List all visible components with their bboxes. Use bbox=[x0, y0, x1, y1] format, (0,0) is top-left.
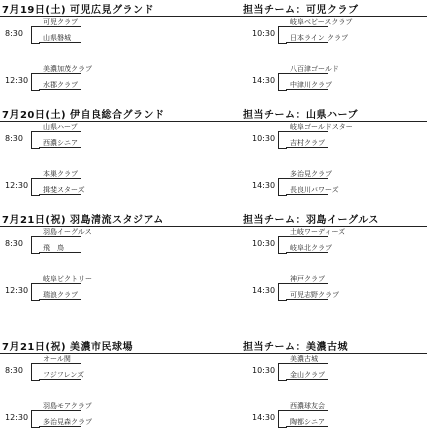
team-top: 可児クラブ bbox=[43, 18, 78, 26]
match-time: 12:30 bbox=[5, 181, 29, 190]
team-top: 八百津ゴールド bbox=[290, 65, 339, 73]
match-time: 10:30 bbox=[252, 366, 276, 375]
match-time: 14:30 bbox=[252, 76, 276, 85]
match-time: 8:30 bbox=[5, 134, 23, 143]
match-time: 14:30 bbox=[252, 413, 276, 422]
team-top: 岐阜ビクトリー bbox=[43, 275, 92, 283]
team-bottom: 可児志野クラブ bbox=[290, 291, 339, 299]
team-bottom: 飛 鳥 bbox=[43, 244, 64, 252]
match-time: 12:30 bbox=[5, 413, 29, 422]
team-bottom: 揖斐スターズ bbox=[43, 186, 85, 194]
team-bottom: 長良川バワーズ bbox=[290, 186, 339, 194]
team-bottom: 陶都シニア bbox=[290, 418, 325, 426]
team-top: 本巣クラブ bbox=[43, 170, 78, 178]
match-time: 8:30 bbox=[5, 366, 23, 375]
team-bottom: 山県磐城 bbox=[43, 34, 71, 42]
responsible-team: 担当チーム：美濃古城 bbox=[243, 342, 348, 353]
match-time: 14:30 bbox=[252, 286, 276, 295]
day-header bbox=[0, 105, 427, 122]
team-top: オール関 bbox=[43, 355, 71, 363]
team-top: 土岐ワーディーズ bbox=[290, 228, 346, 236]
venue-title: 7月21日(祝) 羽島清流スタジアム bbox=[2, 215, 164, 226]
team-top: 多治見クラブ bbox=[290, 170, 332, 178]
match-time: 12:30 bbox=[5, 76, 29, 85]
team-bottom: 日本ライン クラブ bbox=[290, 34, 349, 42]
team-bottom: 多治見森クラブ bbox=[43, 418, 92, 426]
team-bottom: 中津川クラブ bbox=[290, 81, 332, 89]
match-time: 8:30 bbox=[5, 239, 23, 248]
team-bottom: 西濃シニア bbox=[43, 139, 78, 147]
team-top: 西濃球友会 bbox=[290, 402, 325, 410]
team-top: 美濃加茂クラブ bbox=[43, 65, 92, 73]
team-top: 羽島モアクラブ bbox=[43, 402, 92, 410]
responsible-team: 担当チーム：羽島イーグルス bbox=[243, 215, 379, 226]
match-time: 10:30 bbox=[252, 239, 276, 248]
team-bottom: 瑞浪クラブ bbox=[43, 291, 78, 299]
team-bottom: 金山クラブ bbox=[290, 371, 325, 379]
match-time: 8:30 bbox=[5, 29, 23, 38]
venue-title: 7月21日(祝) 美濃市民球場 bbox=[2, 342, 133, 353]
team-top: 羽島イーグルス bbox=[43, 228, 92, 236]
team-top: 美濃古城 bbox=[290, 355, 318, 363]
day-header bbox=[0, 210, 427, 227]
day-header bbox=[0, 337, 427, 354]
team-top: 山県ハーブ bbox=[43, 123, 78, 131]
team-top: 岐阜ゴールドスター bbox=[290, 123, 353, 131]
venue-title: 7月19日(土) 可児広見グランド bbox=[2, 5, 154, 16]
match-time: 10:30 bbox=[252, 134, 276, 143]
team-bottom: フジフレンズ bbox=[43, 371, 85, 379]
match-time: 12:30 bbox=[5, 286, 29, 295]
day-header bbox=[0, 0, 427, 17]
match-time: 14:30 bbox=[252, 181, 276, 190]
team-top: 神戸クラブ bbox=[290, 275, 325, 283]
match-time: 10:30 bbox=[252, 29, 276, 38]
responsible-team: 担当チーム：可児クラブ bbox=[243, 5, 359, 16]
team-bottom: 水郡クラブ bbox=[43, 81, 78, 89]
team-bottom: 吉村クラブ bbox=[290, 139, 325, 147]
team-top: 岐阜ベビースクラブ bbox=[290, 18, 353, 26]
team-bottom: 岐阜北クラブ bbox=[290, 244, 332, 252]
responsible-team: 担当チーム：山県ハーブ bbox=[243, 110, 358, 121]
venue-title: 7月20日(土) 伊自良総合グランド bbox=[2, 110, 165, 121]
